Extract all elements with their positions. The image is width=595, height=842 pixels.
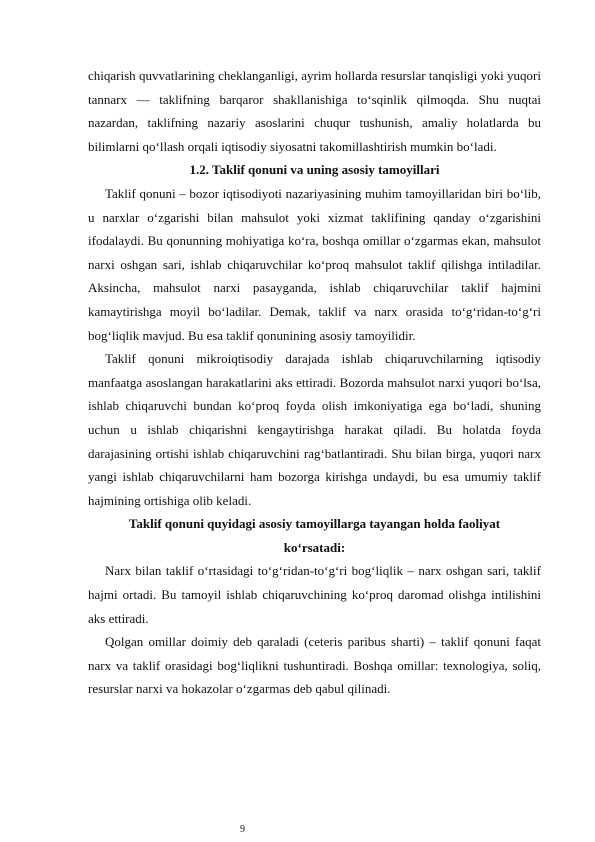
paragraph-microeconomic: Taklif qonuni mikroiqtisodiy darajada ishlab chiqaruvchilarning iqtisodiy manfaatga asoslangan harakatlarini aks ettiradi. Bozorda mahsulot narxi yuqori bo‘lsa, ishlab chiqaruvchi bundan ko‘proq foyda olish imkoniyatiga ega bo‘ladi, shuning uchun u ishlab chiqarishni kengaytirishga harakat qiladi. Bu holatda foyda darajasining ortishi ishlab chiqaruvchini rag‘batlantiradi. Shu bilan birga, yuqori narx yangi ishlab chiqaruvchilarni ham bozorga kirishga undaydi, bu esa umumiy taklif hajmining ortishiga olib keladi. xyxy=(88,351,541,508)
paragraph-principle-direct-link: Narx bilan taklif o‘rtasidagi to‘g‘ridan-to‘g‘ri bog‘liqlik – narx oshgan sari, taklif hajmi ortadi. Bu tamoyil ishlab chiqaruvchining ko‘proq daromad olishga intilishini aks ettiradi. xyxy=(88,563,541,626)
paragraph-intro-continuation: chiqarish quvvatlarining cheklanganligi, ayrim hollarda resurslar tanqisligi yoki yuqori tannarx — taklifning barqaror shakllanishiga to‘sqinlik qilmoqda. Shu nuqtai nazardan, taklifning nazariy asoslarini chuqur tushunish, amaliy holatlarda bu bilimlarni qo‘llash orqali iqtisodiy siyosatni takomillashtirish mumkin bo‘ladi. xyxy=(88,68,541,154)
page-number: 9 xyxy=(240,824,245,835)
paragraph-principle-ceteris-paribus: Qolgan omillar doimiy deb qaraladi (ceteris paribus sharti) – taklif qonuni faqat narx va taklif orasidagi bog‘liqlikni tushuntiradi. Boshqa omillar: texnologiya, soliq, resurslar narxi va hokazolar o‘zgarmas deb qabul qilinadi. xyxy=(88,634,541,697)
section-heading: 1.2. Taklif qonuni va uning asosiy tamoyillari xyxy=(189,162,440,178)
page-content xyxy=(88,64,541,701)
paragraph-law-definition: Taklif qonuni – bozor iqtisodiyoti nazariyasining muhim tamoyillaridan biri bo‘lib, u narxlar o‘zgarishi bilan mahsulot yoki xizmat taklifining qanday o‘zgarishini ifodalaydi. Bu qonunning mohiyatiga ko‘ra, boshqa omillar o‘zgarmas ekan, mahsulot narxi oshgan sari, ishlab chiqaruvchilar ko‘proq mahsulot taklif qilishga intiladilar. Aksincha, mahsulot narxi pasayganda, ishlab chiqaruvchilar taklif hajmini kamaytirishga moyil bo‘ladilar. Demak, taklif va narx orasida to‘g‘ridan-to‘g‘ri bog‘liqlik mavjud. Bu esa taklif qonunining asosiy tamoyilidir. xyxy=(88,185,541,343)
principles-heading: Taklif qonuni quyidagi asosiy tamoyillarga tayangan holda faoliyat ko‘rsatadi: xyxy=(128,516,501,555)
